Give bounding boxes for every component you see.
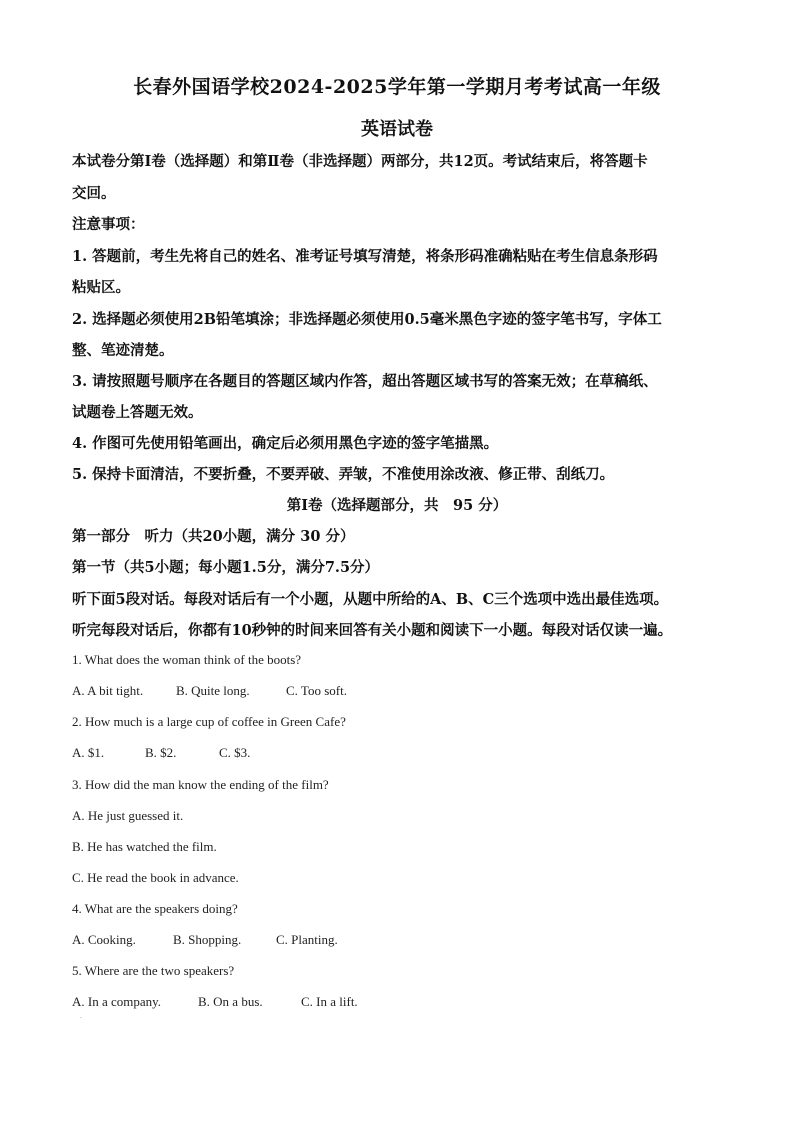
q5-option-c: C. In a lift.	[301, 994, 358, 1009]
intro-line-1: 本试卷分第Ⅰ卷（选择题）和第Ⅱ卷（非选择题）两部分，共12页。考试结束后，将答题卡	[72, 153, 648, 170]
page-subtitle: 英语试卷	[361, 119, 433, 140]
note-1a: 1. 答题前，考生先将自己的姓名、准考证号填写清楚，将条形码准确粘贴在考生信息条形码	[72, 248, 658, 265]
q2-option-a: A. $1.	[72, 745, 105, 760]
q1-option-b: B. Quite long.	[176, 683, 250, 698]
question-2: 2. How much is a large cup of coffee in Green Cafe?	[72, 714, 346, 729]
question-5: 5. Where are the two speakers?	[72, 963, 235, 978]
note-4: 4. 作图可先使用铅笔画出，确定后必须用黑色字迹的签字笔描黑。	[72, 435, 499, 452]
instruction-line-2: 听完每段对话后，你都有10秒钟的时间来回答有关小题和阅读下一小题。每段对话仅读一遍。	[72, 622, 673, 639]
q1-option-a: A. A bit tight.	[72, 683, 144, 698]
q3-option-c: C. He read the book in advance.	[72, 870, 239, 885]
q5-option-b: B. On a bus.	[198, 994, 263, 1009]
question-5-options	[72, 994, 358, 1010]
question-4: 4. What are the speakers doing?	[72, 901, 238, 916]
question-3: 3. How did the man know the ending of the film?	[72, 777, 329, 792]
question-1-options	[72, 683, 347, 699]
part-heading: 第一部分 听力（共20小题，满分 30 分）	[72, 528, 355, 545]
q4-option-c: C. Planting.	[276, 932, 338, 947]
note-3b: 试题卷上答题无效。	[72, 404, 203, 421]
question-1: 1. What does the woman think of the boots?	[72, 652, 302, 667]
question-4-options	[72, 932, 338, 948]
note-2a: 2. 选择题必须使用2B铅笔填涂；非选择题必须使用0.5毫米黑色字迹的签字笔书写，字体工	[72, 311, 662, 328]
intro-line-2: 交回。	[72, 185, 116, 202]
notes-heading: 注意事项：	[72, 216, 145, 233]
q4-option-b: B. Shopping.	[173, 932, 242, 947]
subsection-heading: 第一节（共5小题；每小题1.5分，满分7.5分）	[72, 559, 380, 576]
q3-option-a: A. He just guessed it.	[72, 808, 184, 823]
q2-option-b: B. $2.	[145, 745, 177, 760]
volume-heading: 第Ⅰ卷（选择题部分，共 95 分）	[286, 497, 508, 514]
q2-option-c: C. $3.	[219, 745, 251, 760]
q3-option-b: B. He has watched the film.	[72, 839, 217, 854]
note-5: 5. 保持卡面清洁，不要折叠，不要弄破、弄皱，不准使用涂改液、修正带、刮纸刀。	[72, 466, 615, 483]
q5-option-a: A. In a company.	[72, 994, 162, 1009]
scan-mark: ·	[80, 1015, 82, 1022]
note-3a: 3. 请按照题号顺序在各题目的答题区域内作答，超出答题区域书写的答案无效；在草稿纸、	[72, 373, 658, 390]
question-2-options	[72, 745, 250, 761]
q1-option-c: C. Too soft.	[286, 683, 347, 698]
q4-option-a: A. Cooking.	[72, 932, 136, 947]
note-1b: 粘贴区。	[72, 279, 130, 296]
instruction-line-1: 听下面5段对话。每段对话后有一个小题，从题中所给的A、B、C三个选项中选出最佳选项。	[72, 591, 669, 608]
note-2b: 整、笔迹清楚。	[72, 342, 174, 359]
page-title: 长春外国语学校2024-2025学年第一学期月考考试高一年级	[133, 76, 661, 98]
